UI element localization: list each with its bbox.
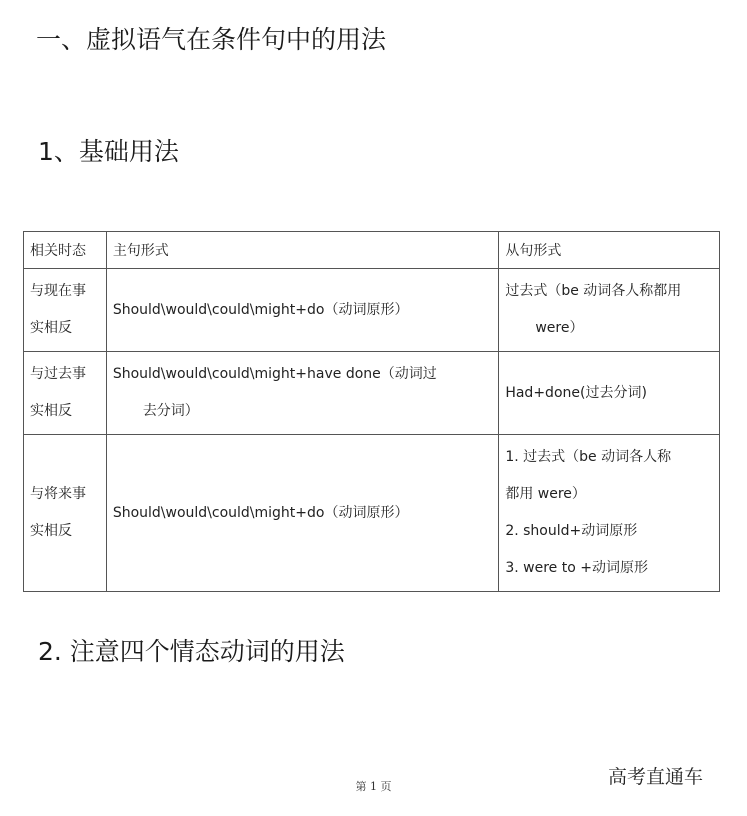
watermark-text: 高考直通车	[608, 766, 704, 788]
table-header-row	[24, 232, 720, 269]
main-clause-line: Should\would\could\might+have done（动词过	[112, 366, 437, 382]
sub-clause-cell: Had+done(过去分词)	[499, 352, 720, 435]
sub-clause-line: were）	[535, 320, 584, 336]
table-row	[24, 352, 720, 435]
table-row	[24, 435, 720, 592]
sub-clause-line: 过去式（be 动词各人称都用	[505, 283, 682, 299]
section-heading-main: 一、虚拟语气在条件句中的用法	[36, 25, 387, 54]
column-header-sub-clause: 从句形式	[499, 232, 720, 269]
main-clause-cell: Should\would\could\might+do（动词原形）	[106, 269, 499, 352]
sub-clause-cell	[499, 435, 720, 592]
column-header-tense: 相关时态	[24, 232, 107, 269]
sub-clause-line: 1. 过去式（be 动词各人称	[505, 449, 672, 465]
main-clause-cell: Should\would\could\might+do（动词原形）	[106, 435, 499, 592]
sub-clause-cell	[499, 269, 720, 352]
tense-cell: 与过去事实相反	[24, 352, 107, 435]
sub-clause-line: 都用 were）	[505, 486, 586, 502]
table-row	[24, 269, 720, 352]
subsection-heading-modal-verbs: 2. 注意四个情态动词的用法	[38, 637, 345, 666]
column-header-main-clause: 主句形式	[106, 232, 499, 269]
subsection-heading-basic: 1、基础用法	[38, 137, 179, 166]
tense-cell: 与将来事实相反	[24, 435, 107, 592]
main-clause-cell	[106, 352, 499, 435]
main-clause-line: 去分词）	[142, 403, 199, 419]
tense-cell: 与现在事实相反	[24, 269, 107, 352]
page-number: 第 1 页	[355, 780, 392, 793]
conditional-grammar-table	[23, 231, 720, 592]
sub-clause-line: 3. were to +动词原形	[505, 560, 648, 576]
sub-clause-line: 2. should+动词原形	[505, 523, 638, 539]
